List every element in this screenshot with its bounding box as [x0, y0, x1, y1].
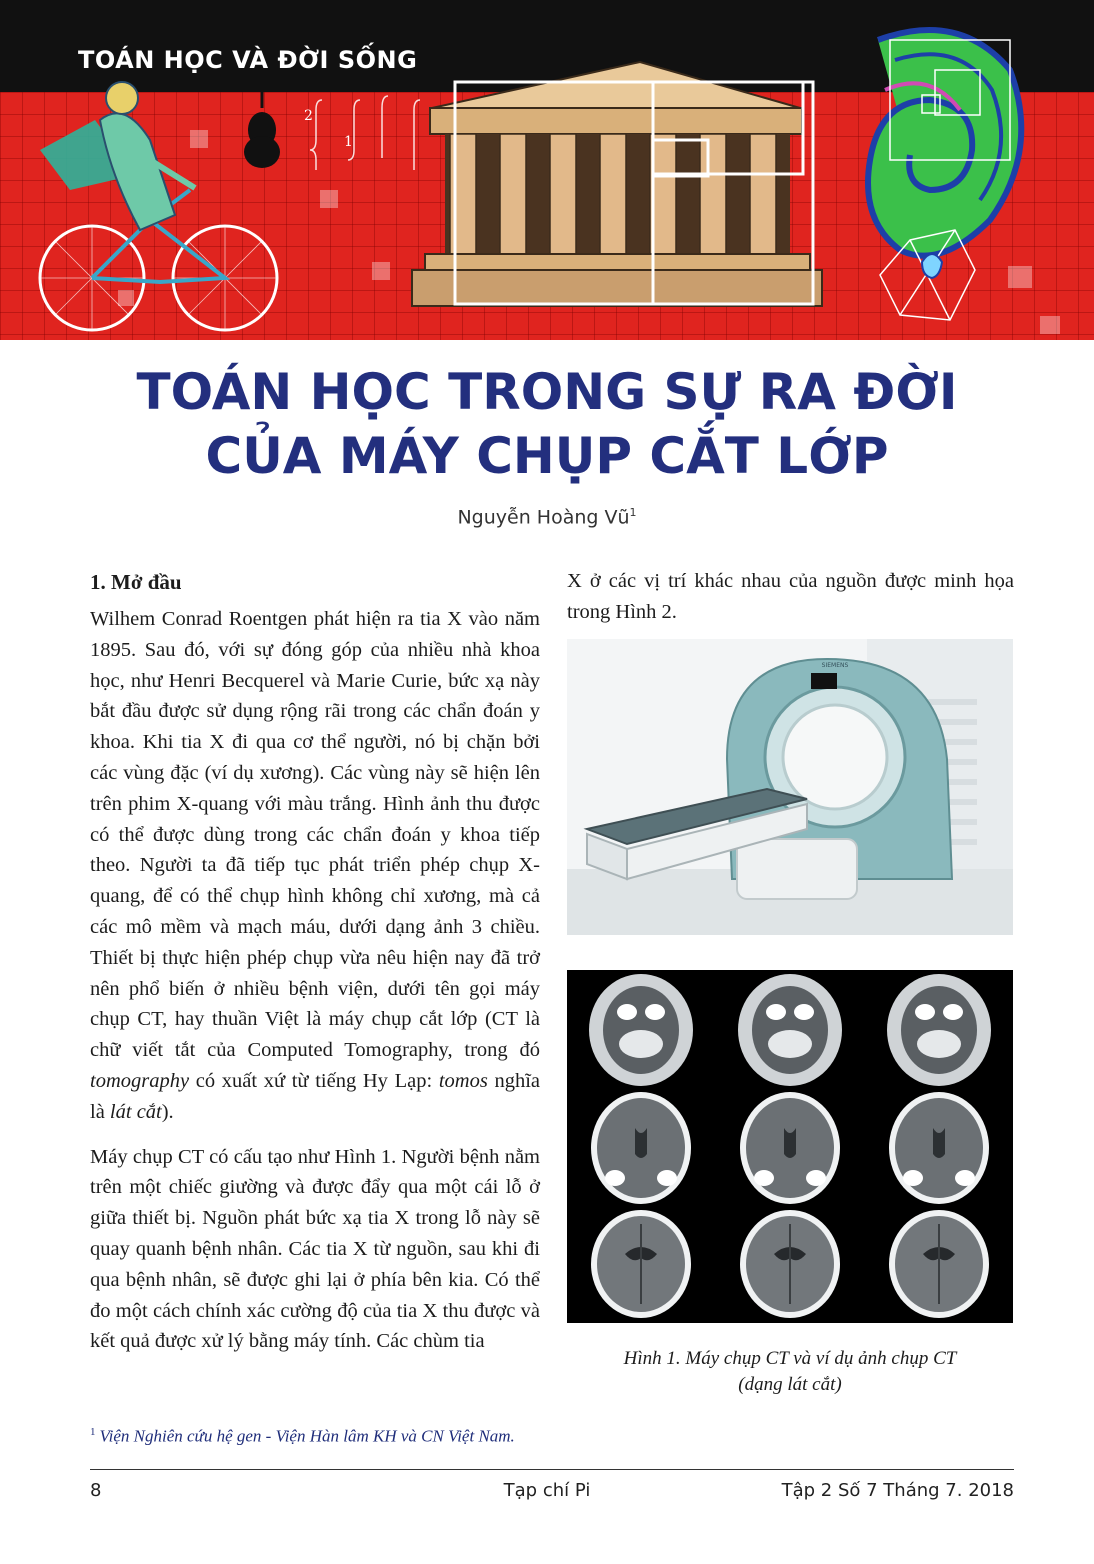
- bracket-diagram: [310, 96, 420, 170]
- figure-caption-line-2: (dạng lát cắt): [738, 1374, 842, 1395]
- ct-scanner-photo: [567, 639, 1013, 935]
- article-title-line-1: TOÁN HỌC TRONG SỰ RA ĐỜI: [136, 363, 958, 421]
- scan-row-3: [591, 1210, 989, 1318]
- term-tomography: tomography: [90, 1069, 190, 1092]
- footer-divider: [90, 1469, 1014, 1470]
- page-number: 8: [90, 1480, 102, 1501]
- paragraph-intro-mid: có xuất xứ từ tiếng Hy Lạp:: [189, 1069, 439, 1092]
- scan-row-1: [589, 974, 991, 1086]
- figure-caption: [567, 1346, 1013, 1398]
- cyclist-illustration: [40, 82, 277, 330]
- paragraph-intro: [90, 604, 540, 1128]
- paragraph-continued: X ở các vị trí khác nhau của nguồn được minh họa trong Hình 2.: [567, 570, 1014, 623]
- right-column: [567, 566, 1014, 628]
- paragraph-intro-text: Wilhem Conrad Roentgen phát hiện ra tia X vào năm 1895. Sau đó, với sự đóng góp của nhiều nhà khoa học, như Henri Becquerel và Marie Curie, bức xạ này bắt đầu được sử dụng rộng rãi trong các chẩn đoán y khoa. Khi tia X đi qua cơ thể người, nó bị chặn bởi các vùng đặc (ví dụ xương). Các vùng này sẽ hiện lên trên phim X-quang với màu trắng. Hình ảnh thu được có thể được dùng trong các chẩn đoán y khoa tiếp theo. Người ta đã tiếp tục phát triển phép chụp X- quang, để có thể chụp hình không chỉ xương, mà cả các mô mềm và mạch máu, dưới dạng ảnh 3 chiều. Thiết bị thực hiện phép chụp vừa nêu hiện nay đã trở nên phổ biến ở nhiều bệnh viện, dưới tên gọi máy chụp CT, hay thuần Việt là máy chụp cắt lớp (CT là chữ viết tắt của Computed Tomography, trong đó: [90, 608, 540, 1062]
- article-title-line-2: CỦA MÁY CHỤP CẮT LỚP: [205, 427, 889, 485]
- scan-row-2: [591, 1092, 989, 1204]
- ct-scan-grid: [567, 970, 1013, 1323]
- issue-info: Tập 2 Số 7 Tháng 7. 2018: [781, 1480, 1014, 1501]
- figure-caption-line-1: Hình 1. Máy chụp CT và ví dụ ảnh chụp CT: [623, 1348, 957, 1369]
- scanner-brand-label: SIEMENS: [821, 662, 849, 669]
- author-name: Nguyễn Hoàng Vũ: [457, 506, 630, 529]
- header-banner: [0, 0, 1094, 340]
- author-footnote-mark: 1: [629, 506, 637, 519]
- section-heading: 1. Mở đầu: [90, 570, 182, 594]
- journal-name: Tạp chí Pi: [503, 1480, 591, 1501]
- banner-number-1: 1: [344, 134, 353, 150]
- cello-icon: [244, 78, 280, 168]
- banner-number-2: 2: [304, 108, 313, 124]
- section-label: TOÁN HỌC VÀ ĐỜI SỐNG: [78, 46, 418, 74]
- parthenon-illustration: [412, 62, 822, 306]
- term-lat-cat: lát cắt: [109, 1100, 162, 1123]
- left-column: [90, 566, 540, 1357]
- footnote: [90, 1426, 515, 1447]
- nautilus-illustration: [868, 30, 1021, 320]
- term-tomos: tomos: [438, 1069, 488, 1092]
- article-title: [0, 360, 1094, 488]
- footnote-text: Viện Nghiên cứu hệ gen - Viện Hàn lâm KH và CN Việt Nam.: [99, 1426, 515, 1446]
- paragraph-ct-structure: Máy chụp CT có cấu tạo như Hình 1. Người bệnh nằm trên một chiếc giường và được đẩy qua một cái lỗ ở giữa thiết bị. Nguồn phát bức xạ tia X trong lỗ này sẽ quay quanh bệnh nhân. Các tia X từ nguồn, sau khi đi qua bệnh nhân, sẽ được ghi lại ở phía bên kia. Có thể đo một cách chính xác cường độ của tia X thu được và kết quả được xử lý bằng máy tính. Các chùm tia: [90, 1145, 540, 1353]
- ct-scanner-drawing: [567, 639, 1013, 935]
- article-author: [0, 506, 1094, 528]
- paragraph-intro-mid2: nghĩa là: [90, 1069, 541, 1123]
- paragraph-intro-end: ).: [161, 1100, 174, 1123]
- footnote-mark: 1: [90, 1426, 96, 1438]
- ct-scan-images: [567, 970, 1013, 1323]
